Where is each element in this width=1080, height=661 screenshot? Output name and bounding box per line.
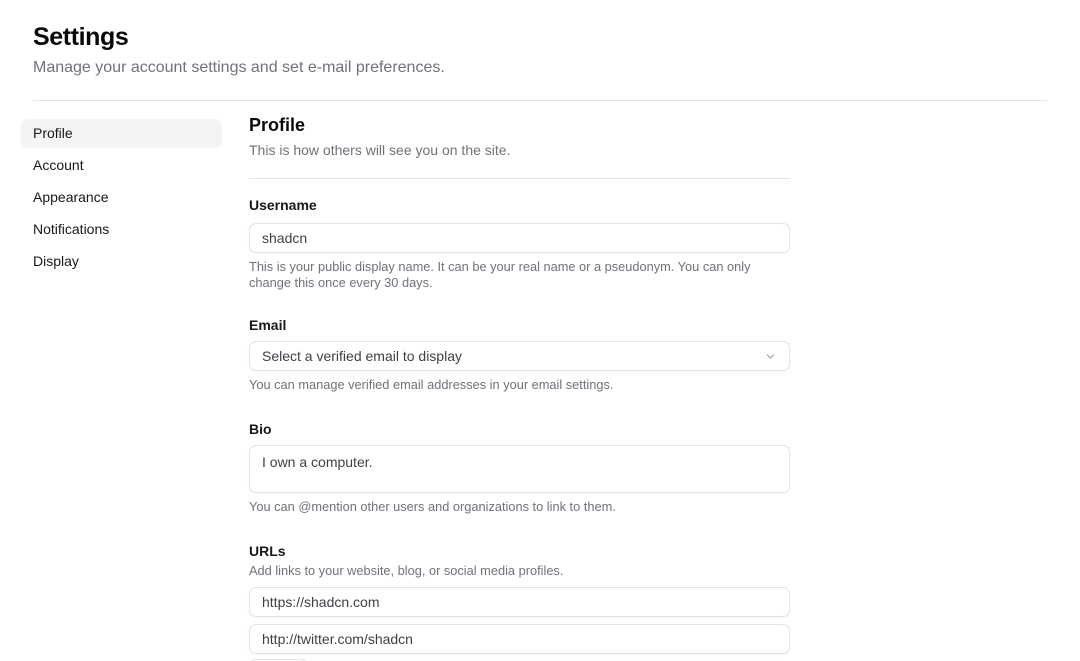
settings-sidebar [21,119,222,276]
email-help: You can manage verified email addresses in your email settings. [249,377,614,392]
section-description: This is how others will see you on the site. [249,142,511,158]
username-help: This is your public display name. It can be your real name or a pseudonym. You can only change this once every 30 days. [249,259,751,290]
header-divider [33,100,1047,101]
sidebar-item-display[interactable]: Display [33,253,79,269]
username-label: Username [249,197,317,213]
urls-label: URLs [249,543,286,559]
username-input[interactable] [249,223,790,253]
email-select-value: Select a verified email to display [262,348,462,364]
email-label: Email [249,317,287,333]
url-input-2[interactable] [249,624,790,654]
sidebar-item-notifications[interactable]: Notifications [33,221,110,237]
sidebar-item-appearance[interactable]: Appearance [33,189,109,205]
url-input-1[interactable] [249,587,790,617]
chevron-down-icon [764,350,777,363]
profile-form [249,112,790,661]
sidebar-item-profile[interactable]: Profile [21,119,222,148]
page-title: Settings [33,23,129,51]
section-title: Profile [249,115,306,135]
section-divider [249,178,790,179]
page-subtitle: Manage your account settings and set e-mail preferences. [33,59,445,76]
sidebar-item-account[interactable]: Account [33,157,84,173]
page-header [33,22,1047,78]
bio-help: You can @mention other users and organizations to link to them. [249,499,616,514]
email-select[interactable] [249,341,790,371]
urls-description: Add links to your website, blog, or social media profiles. [249,563,564,578]
bio-textarea[interactable] [249,445,790,493]
bio-label: Bio [249,421,272,437]
